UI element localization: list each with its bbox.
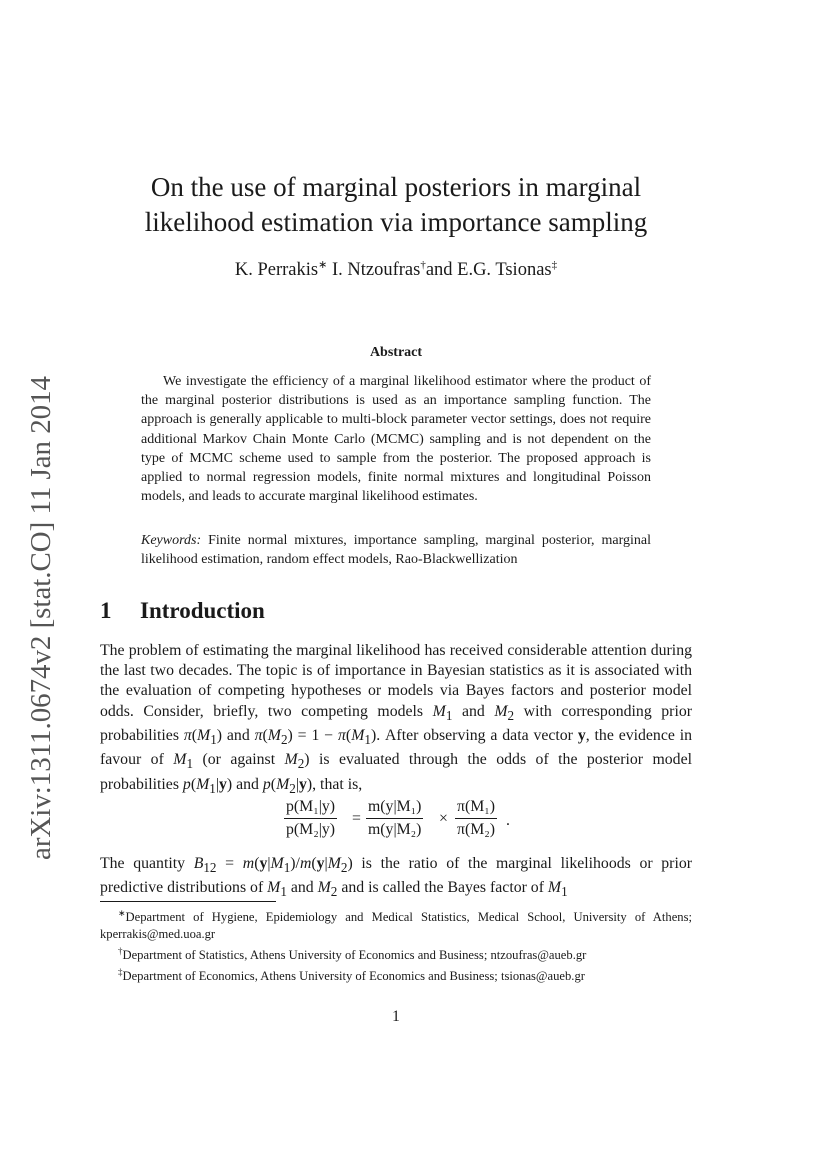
lhs-denominator: p(M₂|y) <box>286 821 336 838</box>
author-list <box>100 258 692 281</box>
rhs-denominator: π(M₂) <box>457 821 496 838</box>
lhs-numerator: p(M₁|y) <box>284 798 337 819</box>
intro-text-2: with corresponding prior probabilities <box>100 702 692 744</box>
title-line-2: likelihood estimation via importance sampling <box>144 207 648 237</box>
footnote-mark-3: ‡ <box>551 259 558 271</box>
equation-period: . <box>506 812 510 829</box>
footnote-3-text: Department of Economics, Athens University of Economics and Business; tsionas@aueb.gr <box>122 969 585 984</box>
intro-text-7: , that is, <box>312 775 363 793</box>
footnote-2 <box>100 943 692 964</box>
footnote-1-mark: ∗ <box>118 908 126 918</box>
page-number: 1 <box>392 1008 400 1025</box>
title-line-1: On the use of marginal posteriors in marginal <box>150 172 642 202</box>
footnote-divider <box>100 901 276 902</box>
author-perrakis: K. Perrakis <box>234 260 319 281</box>
intro-text-5: (or against <box>193 751 285 769</box>
section-number: 1 <box>100 598 112 623</box>
para2-text-3: and is called the Bayes factor of <box>337 879 548 897</box>
posterior-odds-equation <box>100 798 692 844</box>
para2-text-1: The quantity <box>100 855 194 872</box>
footnote-3-mark: ‡ <box>118 967 123 978</box>
keywords-block <box>141 531 651 569</box>
footnote-mark-1: ∗ <box>318 259 328 271</box>
rhs-numerator: π(M₁) <box>455 798 497 819</box>
para2-text-2: is the ratio of the marginal likelihoods or prior predictive distributions of <box>100 855 692 897</box>
paper-title <box>100 170 692 240</box>
intro-paragraph: The problem of estimating the marginal likelihood has received considerable attention during the last two decades. The topic is of importance in Bayesian statistics as it is associated with the evaluation of competing hypotheses or models via Bayes factors and posterior model odds. Consider, briefly, two competing models $M_1$ and $M_2$ with corresponding prior probabilities $\pi(M_1)$ and $\pi(M_2) = 1 - \pi(M_1)$. After observing a data vector y, the evidence in favour of $M_1$ (or against $M_2$) is evaluated through the odds of the posterior model probabilities $p(M_1|y)$ and $p(M_2|y)$, that is, <box>100 642 692 796</box>
footnotes <box>100 905 692 986</box>
author-ntzoufras: I. Ntzoufras <box>327 260 421 281</box>
footnote-2-mark: † <box>118 946 123 957</box>
bayes-factor-paragraph: The quantity $B_{12} = m(y|M_1)/m(y|M_2)$ is the ratio of the marginal likelihoods or prior predictive distributions of $M_1$ and $M_2$ and is called the Bayes factor of $M_1$ <box>100 855 692 900</box>
middle-numerator: m(y|M₁) <box>366 798 423 819</box>
intro-text-1: The problem of estimating the marginal likelihood has received considerable attention during the last two decades. The topic is of importance in Bayesian statistics as it is associated with the evaluation of competing hypotheses or models via Bayes factors and posterior model odds. Consider, briefly, two competing models <box>100 642 692 720</box>
arxiv-identifier-text: arXiv:1311.0674v2 [stat.CO] 11 Jan 2014 <box>26 390 57 860</box>
footnote-1-text: Department of Hygiene, Epidemiology and Medical Statistics, Medical School, University of Athens; kperrakis@med.uoa.gr <box>100 910 692 942</box>
rhs-fraction <box>455 798 497 839</box>
footnote-1 <box>100 905 692 943</box>
middle-denominator: m(y|M₂) <box>368 821 422 838</box>
equals-sign: = <box>352 810 361 827</box>
intro-text-3: . After observing a data vector <box>376 726 578 744</box>
abstract-body: We investigate the efficiency of a marginal likelihood estimator where the product of the marginal posterior distributions is used as an importance sampling function. The approach is generally applicable to multi-block parameter vector settings, does not require additional Markov Chain Monte Carlo (MCMC) sampling and is not dependent on the type of MCMC scheme used to sample from the posterior. The proposed approach is applied to normal regression models, finite normal mixtures and longitudinal Poisson models, and leads to accurate marginal likelihood estimates. <box>141 374 651 505</box>
intro-text-6: ) is evaluated through the odds of the posterior model probabilities <box>100 751 692 793</box>
keywords-text: Finite normal mixtures, importance sampling, marginal posterior, marginal likelihood estimation, random effect models, Rao-Blackwellization <box>141 533 651 568</box>
section-heading-introduction <box>100 598 265 624</box>
section-title: Introduction <box>140 598 265 623</box>
lhs-fraction <box>284 798 337 839</box>
footnote-mark-2: † <box>420 259 426 271</box>
footnote-2-text: Department of Statistics, Athens University of Economics and Business; ntzoufras@aueb.gr <box>122 948 587 963</box>
arxiv-identifier-stamp <box>14 372 64 860</box>
footnote-3 <box>100 964 692 985</box>
keywords-label: Keywords: <box>141 533 202 548</box>
abstract-heading: Abstract <box>369 345 423 360</box>
times-sign: × <box>439 810 448 827</box>
author-tsionas: and E.G. Tsionas <box>425 260 552 281</box>
middle-fraction <box>366 798 423 839</box>
intro-text-4: , the evidence in favour of <box>100 726 692 769</box>
